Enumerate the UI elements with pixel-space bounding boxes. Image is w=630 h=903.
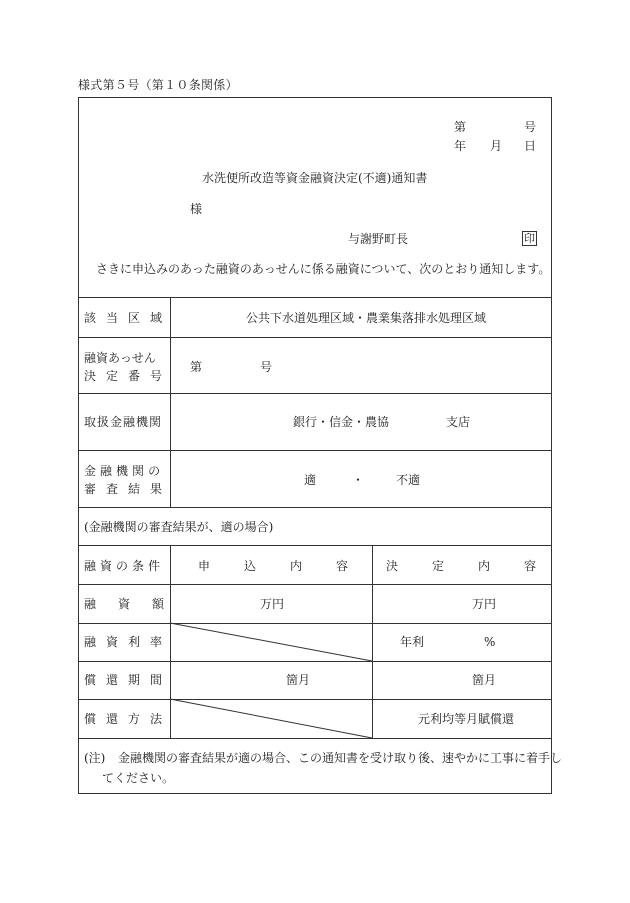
bank-branch: 支店 bbox=[446, 415, 471, 429]
method-decided: 元利均等月賦償還 bbox=[418, 712, 515, 726]
period-applied: 箇月 bbox=[286, 673, 311, 687]
review-label-line2: 審 査 結 果 bbox=[84, 482, 163, 496]
area-value: 公共下水道処理区域・農業集落排水処理区域 bbox=[246, 311, 487, 325]
review-ng: 不適 bbox=[396, 473, 421, 487]
rate-decided-suffix: % bbox=[484, 635, 496, 649]
review-ok: 適 bbox=[304, 473, 317, 487]
intro-text: さきに申込みのあった融資のあっせんに係る融資について、次のとおり通知します。 bbox=[96, 262, 551, 276]
loan-number-label-line2: 決 定 番 号 bbox=[84, 369, 163, 383]
note-if-ok: (金融機関の審査結果が、適の場合) bbox=[84, 520, 274, 534]
conditions-header-label: 融 資 の 条 件 bbox=[84, 559, 161, 573]
amount-decided: 万円 bbox=[472, 597, 497, 611]
period-label: 償 還 期 間 bbox=[84, 673, 163, 687]
loan-number-prefix: 第 bbox=[190, 360, 203, 374]
date-day: 日 bbox=[524, 139, 537, 153]
loan-number-suffix: 号 bbox=[260, 360, 273, 374]
method-label: 償 還 方 法 bbox=[84, 712, 163, 726]
bank-type-value: 銀行・信金・農協 bbox=[293, 415, 390, 429]
amount-label: 融 資 額 bbox=[84, 597, 165, 611]
date-month: 月 bbox=[490, 139, 503, 153]
number-suffix: 号 bbox=[524, 120, 537, 134]
method-applied-diagonal bbox=[170, 699, 372, 738]
addressee-suffix: 様 bbox=[190, 202, 203, 216]
header-decided-content: 決 定 内 容 bbox=[386, 559, 537, 573]
rate-decided-prefix: 年利 bbox=[400, 635, 425, 649]
amount-applied: 万円 bbox=[260, 597, 285, 611]
date-year: 年 bbox=[454, 139, 467, 153]
issuer-name: 与謝野町長 bbox=[348, 232, 409, 246]
number-prefix: 第 bbox=[454, 120, 467, 134]
period-decided: 箇月 bbox=[472, 673, 497, 687]
loan-number-label-line1: 融資あっせん bbox=[84, 351, 156, 365]
document-title: 水洗便所改造等資金融資決定(不適)通知書 bbox=[202, 171, 428, 185]
bank-label: 取扱金融機関 bbox=[84, 415, 163, 429]
rate-label: 融 資 利 率 bbox=[84, 635, 163, 649]
review-label-line1: 金 融 機 関 の bbox=[84, 464, 161, 478]
footnote-mark: (注) bbox=[84, 751, 106, 765]
footnote-line1: 金融機関の審査結果が適の場合、この通知書を受け取り後、速やかに工事に着手し bbox=[118, 751, 563, 765]
rate-applied-diagonal bbox=[170, 623, 372, 661]
seal-mark: 印 bbox=[524, 232, 535, 245]
area-label: 該 当 区 域 bbox=[84, 311, 163, 325]
form-label: 様式第５号（第１０条関係） bbox=[78, 78, 238, 92]
review-separator: ・ bbox=[352, 473, 365, 487]
footnote-line2: てください。 bbox=[102, 771, 175, 785]
header-applied-content: 申 込 内 容 bbox=[198, 559, 349, 573]
